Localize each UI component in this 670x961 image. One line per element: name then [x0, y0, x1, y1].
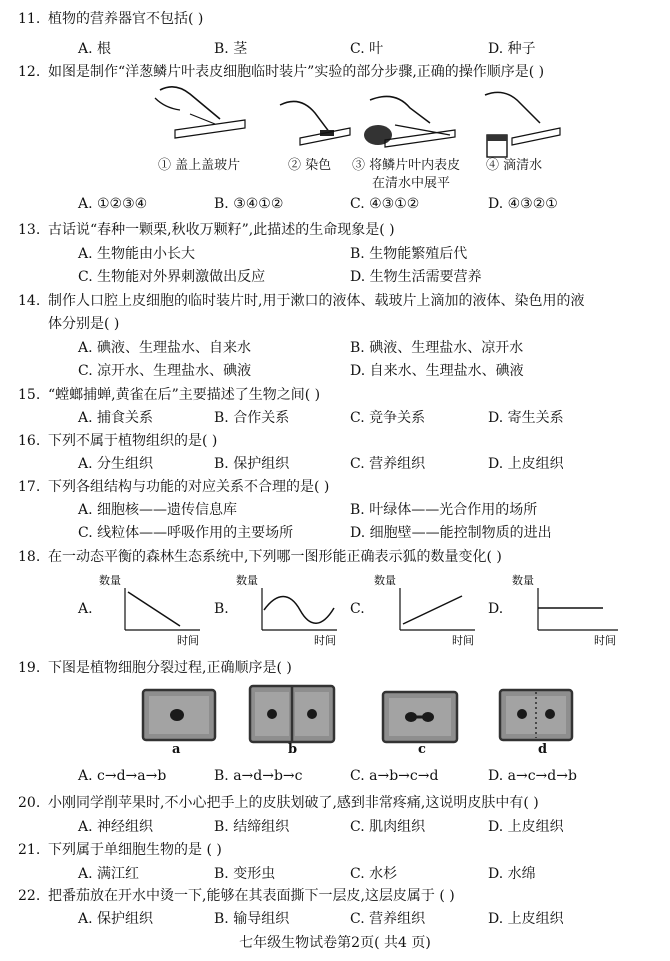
option[interactable]: D. — [488, 601, 504, 617]
graph-b — [232, 570, 342, 650]
graph-a — [95, 570, 205, 650]
axis-y-label: 数量 — [512, 574, 534, 587]
option[interactable]: A. 捕食关系 — [78, 410, 154, 426]
option[interactable]: B. — [214, 601, 229, 617]
step3-illustration — [364, 96, 455, 147]
option[interactable]: A. — [78, 601, 93, 617]
option[interactable]: C. 凉开水、生理盐水、碘液 — [78, 363, 252, 379]
graph-d — [508, 570, 623, 650]
cell-division-figure — [135, 682, 575, 762]
option[interactable]: D. ④③②① — [488, 196, 558, 212]
option[interactable]: D. 上皮组织 — [488, 456, 564, 472]
cell-c — [383, 692, 457, 742]
question-12: 12. 如图是制作“洋葱鳞片叶表皮细胞临时装片”实验的部分步骤,正确的操作顺序是( ) — [18, 64, 545, 80]
step-label: ② 染色 — [288, 158, 332, 173]
question-13: 13. 古话说“春种一颗栗,秋收万颗籽”,此描述的生命现象是( ) — [18, 222, 395, 238]
option[interactable]: C. 营养组织 — [350, 911, 426, 927]
option[interactable]: C. 竞争关系 — [350, 410, 426, 426]
option[interactable]: A. ①②③④ — [78, 196, 148, 212]
graph-c — [370, 570, 480, 650]
option[interactable]: A. 保护组织 — [78, 911, 154, 927]
option[interactable]: D. 自来水、生理盐水、碘液 — [350, 363, 524, 379]
option[interactable]: D. 生物生活需要营养 — [350, 269, 482, 285]
axis-y-label: 数量 — [236, 574, 258, 587]
question-18: 18. 在一动态平衡的森林生态系统中,下列哪一图形能正确表示狐的数量变化( ) — [18, 549, 502, 565]
page-footer: 七年级生物试卷第2页( 共4 页) — [239, 935, 431, 951]
option[interactable]: B. 变形虫 — [214, 866, 276, 882]
question-21: 21. 下列属于单细胞生物的是 ( ) — [18, 842, 222, 858]
option[interactable]: B. 生物能繁殖后代 — [350, 246, 468, 262]
option[interactable]: D. 上皮组织 — [488, 819, 564, 835]
option[interactable]: A. c→d→a→b — [78, 768, 167, 784]
option[interactable]: C. 肌肉组织 — [350, 819, 426, 835]
step-label: ③ 将鳞片叶内表皮 — [352, 158, 461, 173]
step-label: 在清水中展平 — [372, 176, 451, 191]
option[interactable]: A. 分生组织 — [78, 456, 154, 472]
option[interactable]: C. 生物能对外界刺激做出反应 — [78, 269, 266, 285]
option[interactable]: B. 保护组织 — [214, 456, 290, 472]
step2-illustration — [280, 101, 350, 145]
option[interactable]: B. 结缔组织 — [214, 819, 290, 835]
axis-y-label: 数量 — [99, 574, 121, 587]
option[interactable]: A. 碘液、生理盐水、自来水 — [78, 340, 252, 356]
option[interactable]: D. a→c→d→b — [488, 768, 577, 784]
option[interactable]: B. 茎 — [214, 41, 248, 57]
axis-x-label: 时间 — [177, 634, 199, 647]
cell-label: c — [418, 742, 426, 757]
cell-b — [250, 686, 334, 742]
option[interactable]: B. ③④①② — [214, 196, 284, 212]
option[interactable]: B. a→d→b→c — [214, 768, 303, 784]
axis-x-label: 时间 — [452, 634, 474, 647]
question-17: 17. 下列各组结构与功能的对应关系不合理的是( ) — [18, 479, 330, 495]
option[interactable]: A. 细胞核——遗传信息库 — [78, 502, 238, 518]
option[interactable]: D. 水绵 — [488, 866, 536, 882]
option[interactable]: B. 输导组织 — [214, 911, 290, 927]
option[interactable]: D. 种子 — [488, 41, 536, 57]
option[interactable]: C. 营养组织 — [350, 456, 426, 472]
cell-d — [500, 690, 572, 740]
question-14: 14. 制作人口腔上皮细胞的临时装片时,用于漱口的液体、载玻片上滴加的液体、染色用的液 — [18, 293, 585, 309]
option[interactable]: D. 寄生关系 — [488, 410, 564, 426]
step-label: ① 盖上盖玻片 — [158, 158, 241, 173]
question-14-cont: 体分别是( ) — [48, 316, 120, 332]
question-11: 11. 植物的营养器官不包括( ) — [18, 11, 204, 27]
cell-label: b — [288, 742, 298, 757]
option[interactable]: C. ④③①② — [350, 196, 420, 212]
option[interactable]: A. 生物能由小长大 — [78, 246, 196, 262]
axis-x-label: 时间 — [314, 634, 336, 647]
cell-label: a — [172, 742, 181, 757]
option[interactable]: C. — [350, 601, 365, 617]
question-16: 16. 下列不属于植物组织的是( ) — [18, 433, 218, 449]
option[interactable]: A. 根 — [78, 41, 112, 57]
question-20: 20. 小刚同学削苹果时,不小心把手上的皮肤划破了,感到非常疼痛,这说明皮肤中有( ) — [18, 795, 539, 811]
question-15: 15. “螳螂捕蝉,黄雀在后”主要描述了生物之间( ) — [18, 387, 321, 403]
axis-y-label: 数量 — [374, 574, 396, 587]
cell-label: d — [538, 742, 548, 757]
step-label: ④ 滴清水 — [486, 158, 543, 173]
option[interactable]: D. 上皮组织 — [488, 911, 564, 927]
option[interactable]: C. 叶 — [350, 41, 384, 57]
cell-a — [143, 690, 215, 740]
step4-illustration — [485, 92, 560, 157]
option[interactable]: C. 线粒体——呼吸作用的主要场所 — [78, 525, 294, 541]
option[interactable]: B. 碘液、生理盐水、凉开水 — [350, 340, 524, 356]
question-22: 22. 把番茄放在开水中烫一下,能够在其表面撕下一层皮,这层皮属于 ( ) — [18, 888, 455, 904]
question-19: 19. 下图是植物细胞分裂过程,正确顺序是( ) — [18, 660, 292, 676]
option[interactable]: A. 神经组织 — [78, 819, 154, 835]
option[interactable]: C. a→b→c→d — [350, 768, 439, 784]
axis-x-label: 时间 — [594, 634, 616, 647]
option[interactable]: D. 细胞壁——能控制物质的进出 — [350, 525, 552, 541]
option[interactable]: A. 满江红 — [78, 866, 140, 882]
option[interactable]: C. 水杉 — [350, 866, 398, 882]
option[interactable]: B. 合作关系 — [214, 410, 290, 426]
step1-illustration — [155, 87, 245, 138]
option[interactable]: B. 叶绿体——光合作用的场所 — [350, 502, 538, 518]
